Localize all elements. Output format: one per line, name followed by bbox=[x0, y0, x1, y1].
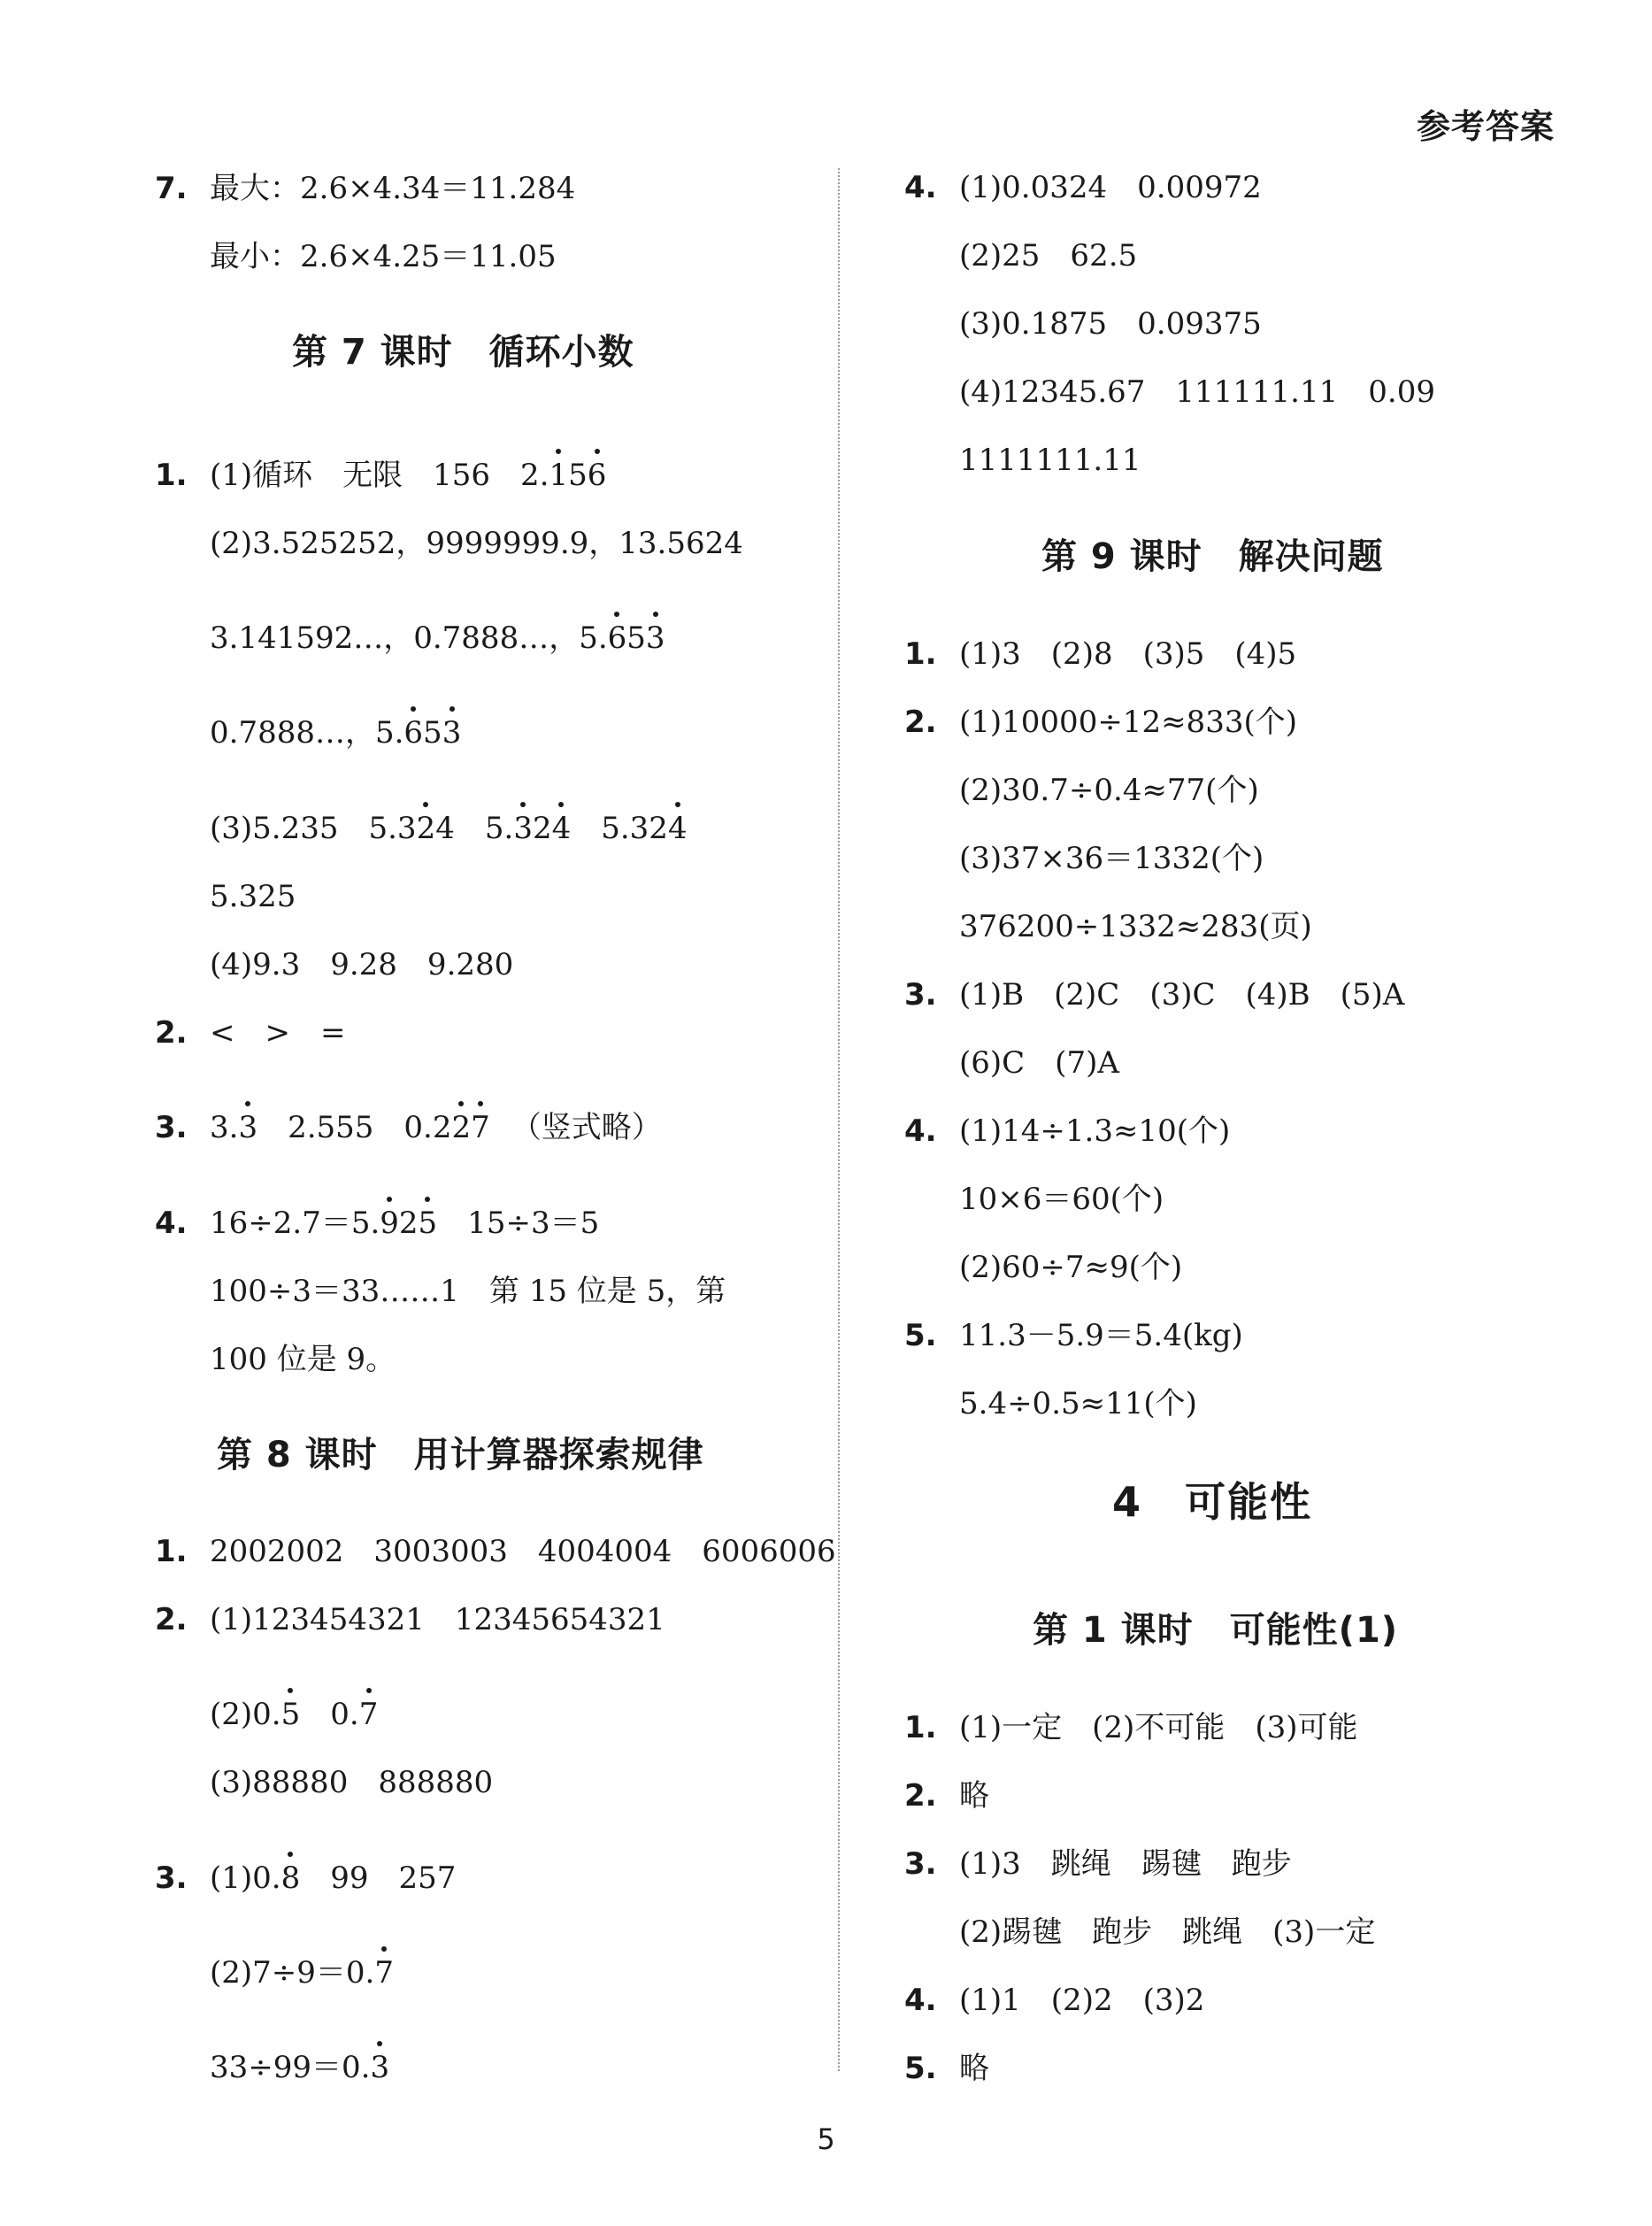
repeating-digit: 7 bbox=[471, 1110, 490, 1145]
answer-line: (1)1 (2)2 (3)2 bbox=[959, 1983, 1205, 2018]
repeating-digit: 3 bbox=[645, 620, 665, 656]
answer-line: (2)25 62.5 bbox=[959, 238, 1138, 273]
answer-line: 2002002 3003003 4004004 6006006 bbox=[210, 1534, 836, 1569]
repeating-digit: 3 bbox=[238, 1110, 258, 1145]
repeating-digit: 4 bbox=[551, 811, 572, 846]
question-number: 2. bbox=[155, 1015, 188, 1051]
question-number: 3. bbox=[155, 1860, 188, 1896]
question-number: 5. bbox=[904, 1318, 937, 1353]
repeating-digit: 3 bbox=[370, 2050, 390, 2085]
answer-line: 5.325 bbox=[210, 879, 296, 914]
answer-line: 5.4÷0.5≈11(个) bbox=[959, 1386, 1197, 1421]
question-number: 1. bbox=[155, 458, 188, 493]
answer-line: (2)30.7÷0.4≈77(个) bbox=[959, 773, 1259, 808]
answer-line: (2)0.5 0.7 bbox=[210, 1697, 379, 1732]
lesson-heading: 第 9 课时 解决问题 bbox=[1041, 536, 1384, 577]
lesson-heading: 第 8 课时 用计算器探索规律 bbox=[217, 1435, 704, 1475]
question-number: 4. bbox=[904, 1113, 937, 1149]
answer-line: 最小：2.6×4.25＝11.05 bbox=[210, 239, 557, 274]
answer-line: 376200÷1332≈283(页) bbox=[959, 909, 1312, 944]
lesson-heading: 第 7 课时 循环小数 bbox=[292, 332, 634, 373]
repeating-digit: 6 bbox=[403, 715, 424, 751]
answer-line: (1)0.0324 0.00972 bbox=[959, 170, 1262, 205]
answer-line: (1)0.8 99 257 bbox=[210, 1860, 457, 1896]
page-number: 5 bbox=[817, 2122, 835, 2156]
answer-line: (1)3 跳绳 踢毽 跑步 bbox=[959, 1846, 1292, 1882]
answer-line: (3)88880 888880 bbox=[210, 1765, 494, 1800]
answer-line: (4)12345.67 111111.11 0.09 bbox=[959, 374, 1435, 410]
answer-line: (2)踢毽 跑步 跳绳 (3)一定 bbox=[959, 1914, 1376, 1950]
answer-line: 最大：2.6×4.34＝11.284 bbox=[210, 171, 576, 206]
repeating-digit: 6 bbox=[587, 458, 607, 493]
answer-line: 33÷99＝0.3 bbox=[210, 2050, 390, 2085]
question-number: 1. bbox=[904, 636, 937, 672]
answer-line: (1)14÷1.3≈10(个) bbox=[959, 1113, 1231, 1149]
question-number: 4. bbox=[904, 1983, 937, 2018]
answer-line: 略 bbox=[959, 1778, 989, 1814]
answer-line: (1)B (2)C (3)C (4)B (5)A bbox=[959, 977, 1405, 1013]
answer-line: (2)3.525252，9999999.9，13.5624 bbox=[210, 526, 743, 561]
page-header-title: 参考答案 bbox=[1416, 107, 1555, 146]
column-divider bbox=[838, 168, 840, 2071]
repeating-digit: 2 bbox=[451, 1110, 472, 1145]
answer-line: 100 位是 9。 bbox=[210, 1342, 396, 1377]
question-number: 3. bbox=[904, 1846, 937, 1882]
answer-line: (1)123454321 12345654321 bbox=[210, 1602, 665, 1637]
answer-line: 3.3 2.555 0.227 （竖式略） bbox=[210, 1110, 662, 1145]
answer-line: (2)7÷9＝0.7 bbox=[210, 1955, 394, 1991]
answer-line: (2)60÷7≈9(个) bbox=[959, 1250, 1183, 1285]
answer-line: (3)0.1875 0.09375 bbox=[959, 306, 1262, 342]
answer-line: (1)一定 (2)不可能 (3)可能 bbox=[959, 1710, 1358, 1745]
answer-line: 11.3－5.9＝5.4(kg) bbox=[959, 1318, 1243, 1353]
question-number: 1. bbox=[155, 1534, 188, 1569]
answer-line: 3.141592…，0.7888…，5.653 bbox=[210, 620, 665, 656]
question-number: 3. bbox=[904, 977, 937, 1013]
repeating-digit: 7 bbox=[374, 1955, 394, 1991]
question-number: 7. bbox=[155, 171, 188, 206]
question-number: 3. bbox=[155, 1110, 188, 1145]
answer-line: < > = bbox=[210, 1015, 346, 1051]
answer-line: (4)9.3 9.28 9.280 bbox=[210, 947, 514, 982]
answer-line: (1)3 (2)8 (3)5 (4)5 bbox=[959, 636, 1297, 672]
repeating-digit: 7 bbox=[358, 1697, 379, 1732]
answer-line: (3)37×36＝1332(个) bbox=[959, 841, 1264, 876]
question-number: 2. bbox=[155, 1602, 188, 1637]
question-number: 2. bbox=[904, 705, 937, 740]
answer-line: (1)10000÷12≈833(个) bbox=[959, 705, 1297, 740]
answer-line: 0.7888…，5.653 bbox=[210, 715, 462, 751]
repeating-digit: 9 bbox=[380, 1205, 399, 1241]
repeating-digit: 1 bbox=[549, 458, 569, 493]
chapter-heading: 4 可能性 bbox=[1112, 1478, 1313, 1526]
question-number: 2. bbox=[904, 1778, 937, 1814]
answer-line: 略 bbox=[959, 2051, 989, 2086]
answer-line: 100÷3＝33……1 第 15 位是 5，第 bbox=[210, 1274, 726, 1309]
lesson-heading: 第 1 课时 可能性(1) bbox=[1033, 1610, 1399, 1651]
question-number: 4. bbox=[155, 1205, 188, 1241]
answer-line: (1)循环 无限 156 2.156 bbox=[210, 458, 607, 493]
answer-line: (6)C (7)A bbox=[959, 1045, 1119, 1081]
question-number: 1. bbox=[904, 1710, 937, 1745]
repeating-digit: 3 bbox=[513, 811, 533, 846]
repeating-digit: 8 bbox=[280, 1860, 301, 1896]
repeating-digit: 2 bbox=[416, 811, 436, 846]
repeating-digit: 3 bbox=[442, 715, 462, 751]
repeating-digit: 6 bbox=[607, 620, 627, 656]
answer-line: 1111111.11 bbox=[959, 443, 1141, 478]
repeating-digit: 5 bbox=[280, 1697, 301, 1732]
repeating-digit: 5 bbox=[418, 1205, 438, 1241]
repeating-digit: 4 bbox=[667, 811, 688, 846]
question-number: 4. bbox=[904, 170, 937, 205]
answer-line: 10×6＝60(个) bbox=[959, 1182, 1164, 1217]
answer-line: (3)5.235 5.324 5.324 5.324 bbox=[210, 811, 688, 846]
answer-line: 16÷2.7＝5.925 15÷3＝5 bbox=[210, 1205, 600, 1241]
question-number: 5. bbox=[904, 2051, 937, 2086]
